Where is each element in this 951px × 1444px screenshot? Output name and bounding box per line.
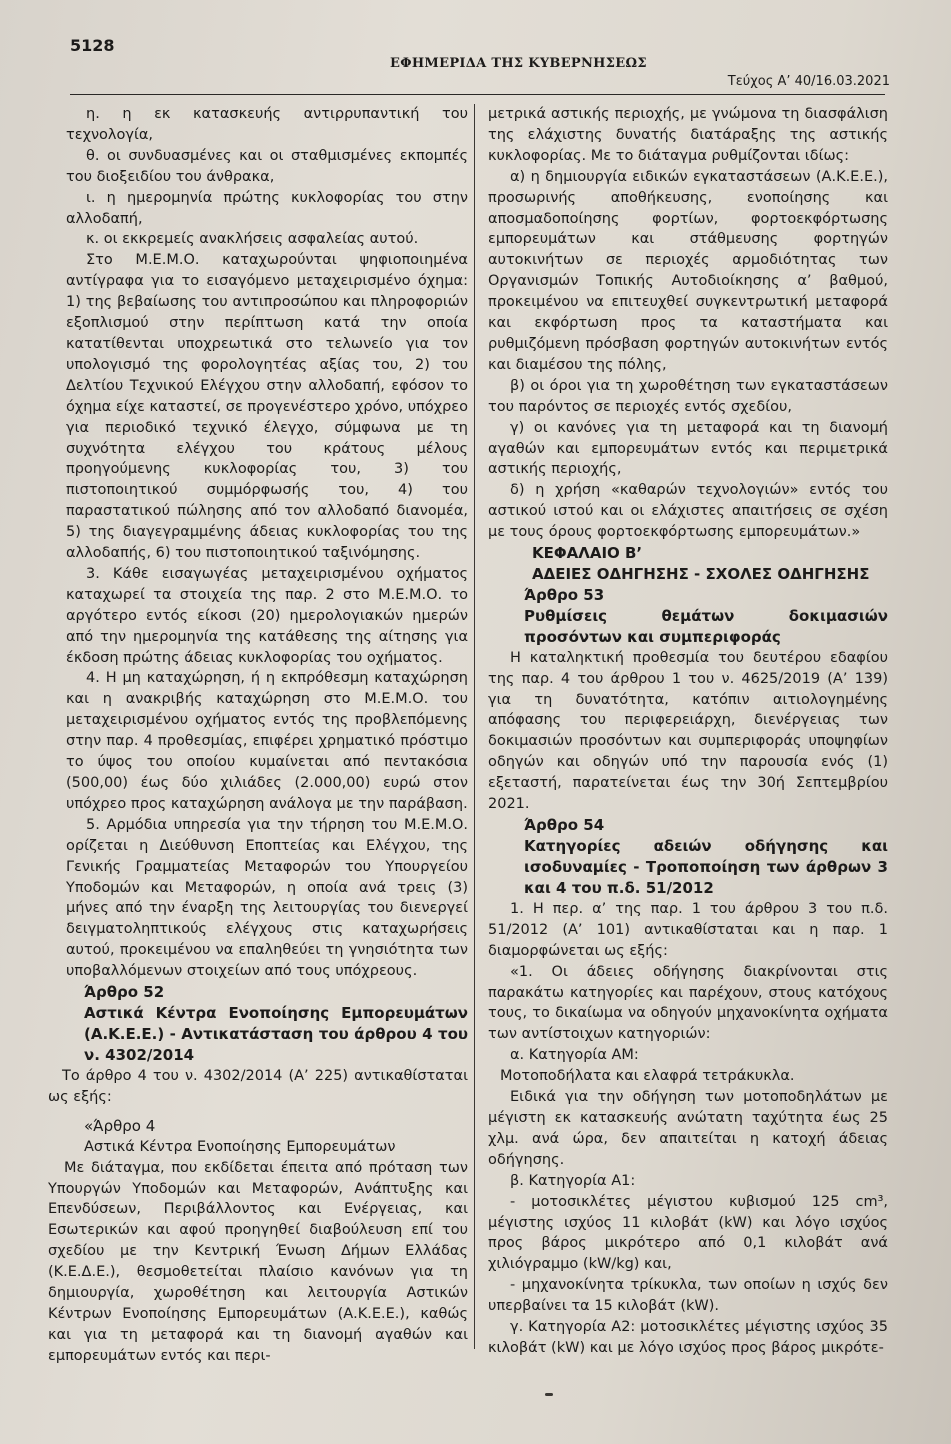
paragraph: α. Κατηγορία ΑΜ: (510, 1047, 639, 1064)
article-52-number: Άρθρο 52 (84, 983, 165, 1002)
page-header (70, 36, 890, 96)
quoted-article-number: «Άρθρο 4 (84, 1116, 156, 1135)
paragraph: ι. η ημερομηνία πρώτης κυκλοφορίας του στην αλλοδαπή, (66, 189, 468, 227)
quoted-article-title: Αστικά Κέντρα Ενοποίησης Εμπορευμάτων (84, 1138, 396, 1155)
article-54-title: Κατηγορίες αδειών οδήγησης και ισοδυναμίες - Τροποποίηση των άρθρων 3 και 4 του π.δ. 51/2012 (524, 836, 888, 897)
paragraph: γ. Κατηγορία Α2: μοτοσικλέτες μέγιστης ισχύος 35 κιλοβάτ (kW) και με λόγο ισχύος προς βάρος μικρότε- (488, 1319, 888, 1356)
article-53-body: Η καταληκτική προθεσμία του δευτέρου εδαφίου της παρ. 4 του άρθρου 1 του ν. 4625/2019 (Α’ 139) για τη δυνατότητα, κατόπιν αιτιολογημένης απόφασης του περιφερειάρχη, διενέργειας των δοκιμασιών προσόντων και συμπεριφοράς υποψηφίων οδηγών και οδηγών υπό την παρουσία ενός (1) εξεταστή, παρατείνεται έως την 30ή Σεπτεμβρίου 2021. (488, 649, 888, 813)
paragraph: 3. Κάθε εισαγωγέας μεταχειρισμένου οχήματος καταχωρεί τα στοιχεία της παρ. 2 στο Μ.Ε.Μ.Ο. το αργότερο εντός είκοσι (20) ημερολογιακών ημερών από την ημερομηνία της κατάθεσης της αίτησης για έκδοση πρώτης άδειας κυκλοφορίας του οχήματος. (66, 565, 468, 666)
paragraph: - μηχανοκίνητα τρίκυκλα, των οποίων η ισχύς δεν υπερβαίνει τα 15 κιλοβάτ (kW). (488, 1277, 888, 1315)
right-column (488, 104, 888, 1359)
paragraph: α) η δημιουργία ειδικών εγκαταστάσεων (Α.Κ.Ε.Ε.), προσωρινής αποθήκευσης, ενοποίησης και αποσμαδοποίησης φορτίων, φορτοεκφόρτωσης εμπορευμάτων και στάθμευσης φορτηγών αυτοκινήτων σε περιοχές αρμοδιότητας των Οργανισμών Τοπικής Αυτοδιοίκησης α’ βαθμού, προκειμένου να επιτευχθεί συγκεντρωτική μεταφορά και εκφόρτωση προς τα καταστήματα και ρυθμιζόμενη πρόσβαση φορτηγών αυτοκινήτων εντός και διαμέσου της πόλης, (488, 168, 888, 373)
article-53-number: Άρθρο 53 (524, 585, 605, 604)
paragraph: 1. Η περ. α’ της παρ. 1 του άρθρου 3 του π.δ. 51/2012 (Α’ 101) αντικαθίσταται και η παρ. 1 διαμορφώνεται ως εξής: (488, 900, 888, 959)
article-52-intro: Το άρθρο 4 του ν. 4302/2014 (Α’ 225) αντικαθίσταται ως εξής: (48, 1067, 468, 1105)
column-divider (474, 104, 475, 1349)
paragraph: γ) οι κανόνες για τη μεταφορά και τη διανομή αγαθών και εμπορευμάτων εντός και περιμετρικά αστικής περιοχής, (488, 419, 888, 478)
issue-reference: Τεύχος Α’ 40/16.03.2021 (727, 74, 890, 89)
article-54-number: Άρθρο 54 (524, 816, 605, 834)
header-rule (70, 94, 885, 95)
paragraph: κ. οι εκκρεμείς ανακλήσεις ασφαλείας αυτού. (86, 231, 419, 248)
paragraph: Ειδικά για την οδήγηση των μοτοποδηλάτων με μέγιστη εκ κατασκευής ανώτατη ταχύτητα έως 25 χλμ. ανά ώρα, δεν απαιτείται η κατοχή άδειας οδήγησης. (488, 1089, 888, 1168)
left-column (48, 104, 468, 1367)
chapter-title: ΑΔΕΙΕΣ ΟΔΗΓΗΣΗΣ - ΣΧΟΛΕΣ ΟΔΗΓΗΣΗΣ (532, 564, 870, 583)
paragraph: 5. Αρμόδια υπηρεσία για την τήρηση του Μ.Ε.Μ.Ο. ορίζεται η Διεύθυνση Εποπτείας και Ελέγχου, της Γενικής Γραμματείας Μεταφορών του Υπουργείου Υποδομών και Μεταφορών, η οποία ανά τρεις (3) μήνες από την έναρξη της λειτουργίας του διενεργεί δειγματοληπτικούς ελέγχους στις καταχωρήσεις αυτού, προκειμένου να επαληθεύει τη γνησιότητα των υποβαλλόμενων στοιχείων από τους υπόχρεους. (66, 816, 468, 980)
paragraph: η. η εκ κατασκευής αντιρρυπαντική του τεχνολογία, (66, 106, 468, 143)
paragraph: «1. Οι άδειες οδήγησης διακρίνονται στις παρακάτω κατηγορίες και παρέχουν, στους κατόχους τους, το δικαίωμα να οδηγούν μηχανοκίνητα οχήματα των αντίστοιχων κατηγοριών: (488, 963, 888, 1043)
paragraph: μετρικά αστικής περιοχής, με γνώμονα τη διασφάλιση της ελάχιστης δυνατής διατάραξης της αστικής κυκλοφορίας. Με το διάταγμα ρυθμίζονται ιδίως: (488, 106, 888, 164)
gazette-name: ΕΦΗΜΕΡΙΔΑ ΤΗΣ ΚΥΒΕΡΝΗΣΕΩΣ (390, 56, 647, 71)
paragraph: Μοτοποδήλατα και ελαφρά τετράκυκλα. (500, 1068, 795, 1085)
ink-speck (545, 1393, 553, 1396)
paragraph: Στο Μ.Ε.Μ.Ο. καταχωρούνται ψηφιοποιημένα αντίγραφα για το εισαγόμενο μεταχειρισμένο όχημα: 1) της βεβαίωσης του αντιπροσώπου και πληροφοριών εξοπλισμού στην περίπτωση κατά την οποία κατατίθενται υποχρεωτικά στο τελωνείο για τον υπολογισμό της φορολογητέας αξίας του, 2) του Δελτίου Τεχνικού Ελέγχου στην αλλοδαπή, εφόσον το όχημα είχε καταστεί, σε προγενέστερο χρόνο, υπόχρεο για περιοδικό τεχνικό έλεγχο, σύμφωνα με τη συχνότητα ελέγχου του κράτους μέλους προηγούμενης κυκλοφορίας του, 3) του πιστοποιητικού συμμόρφωσής του, 4) του παραστατικού πώλησης από τον αλλοδαπό διανομέα, 5) της διαγεγραμμένης άδειας κυκλοφορίας του της αλλοδαπής, 6) του πιστοποιητικού ταξινόμησης. (66, 252, 468, 562)
article-52-body: Με διάταγμα, που εκδίδεται έπειτα από πρόταση των Υπουργών Υποδομών και Μεταφορών, Ανάπτυξης και Επενδύσεων, Περιβάλλοντος και Ενέργειας, και Εσωτερικών και αφού προηγηθεί διαβούλευση επί του σχεδίου με την Κεντρική Ένωση Δήμων Ελλάδας (Κ.Ε.Δ.Ε.), θεσμοθετείται πλαίσιο κανόνων για τη δημιουργία, χωροθέτηση και λειτουργία Αστικών Κέντρων Ενοποίησης Εμπορευμάτων (Α.Κ.Ε.Ε.), καθώς και για τη μεταφορά και τη διανομή αγαθών και εμπορευμάτων εντός και περι- (48, 1159, 468, 1364)
paragraph: 4. Η μη καταχώρηση, ή η εκπρόθεσμη καταχώρηση και η ανακριβής καταχώρηση στο Μ.Ε.Μ.Ο. του μεταχειρισμένου οχήματος εντός της προβλεπόμενης στην παρ. 4 προθεσμίας, επιφέρει χρηματικό πρόστιμο το ύψος του οποίου κυμαίνεται από πεντακόσια (500,00) έως δύο χιλιάδες (2.000,00) ευρώ στον υπόχρεο προς καταχώρηση ανάλογα με την παράβαση. (66, 670, 468, 812)
paragraph: δ) η χρήση «καθαρών τεχνολογιών» εντός του αστικού ιστού και οι ελάχιστες απαιτήσεις σε σχέση με τους όρους φορτοεκφόρτωσης εμπορευμάτων.» (488, 482, 888, 541)
article-53-title: Ρυθμίσεις θεμάτων δοκιμασιών προσόντων και συμπεριφοράς (524, 606, 888, 646)
paragraph: - μοτοσικλέτες μέγιστου κυβισμού 125 cm³, μέγιστης ισχύος 11 κιλοβάτ (kW) και λόγο ισχύος προς βάρος μικρότερο από 0,1 κιλοβάτ ανά χιλιόγραμμο (kW/kg) και, (488, 1193, 888, 1273)
paragraph: θ. οι συνδυασμένες και οι σταθμισμένες εκπομπές του διοξειδίου του άνθρακα, (66, 147, 468, 185)
paragraph: β) οι όροι για τη χωροθέτηση των εγκαταστάσεων του παρόντος σε περιοχές εντός σχεδίου, (488, 377, 888, 415)
article-52-title: Αστικά Κέντρα Ενοποίησης Εμπορευμάτων (Α.Κ.Ε.Ε.) - Αντικατάσταση του άρθρου 4 του ν. 4302/2014 (84, 1003, 468, 1064)
chapter-label: ΚΕΦΑΛΑΙΟ Β’ (532, 544, 643, 563)
page-number: 5128 (70, 36, 115, 55)
paragraph: β. Κατηγορία Α1: (510, 1172, 636, 1189)
